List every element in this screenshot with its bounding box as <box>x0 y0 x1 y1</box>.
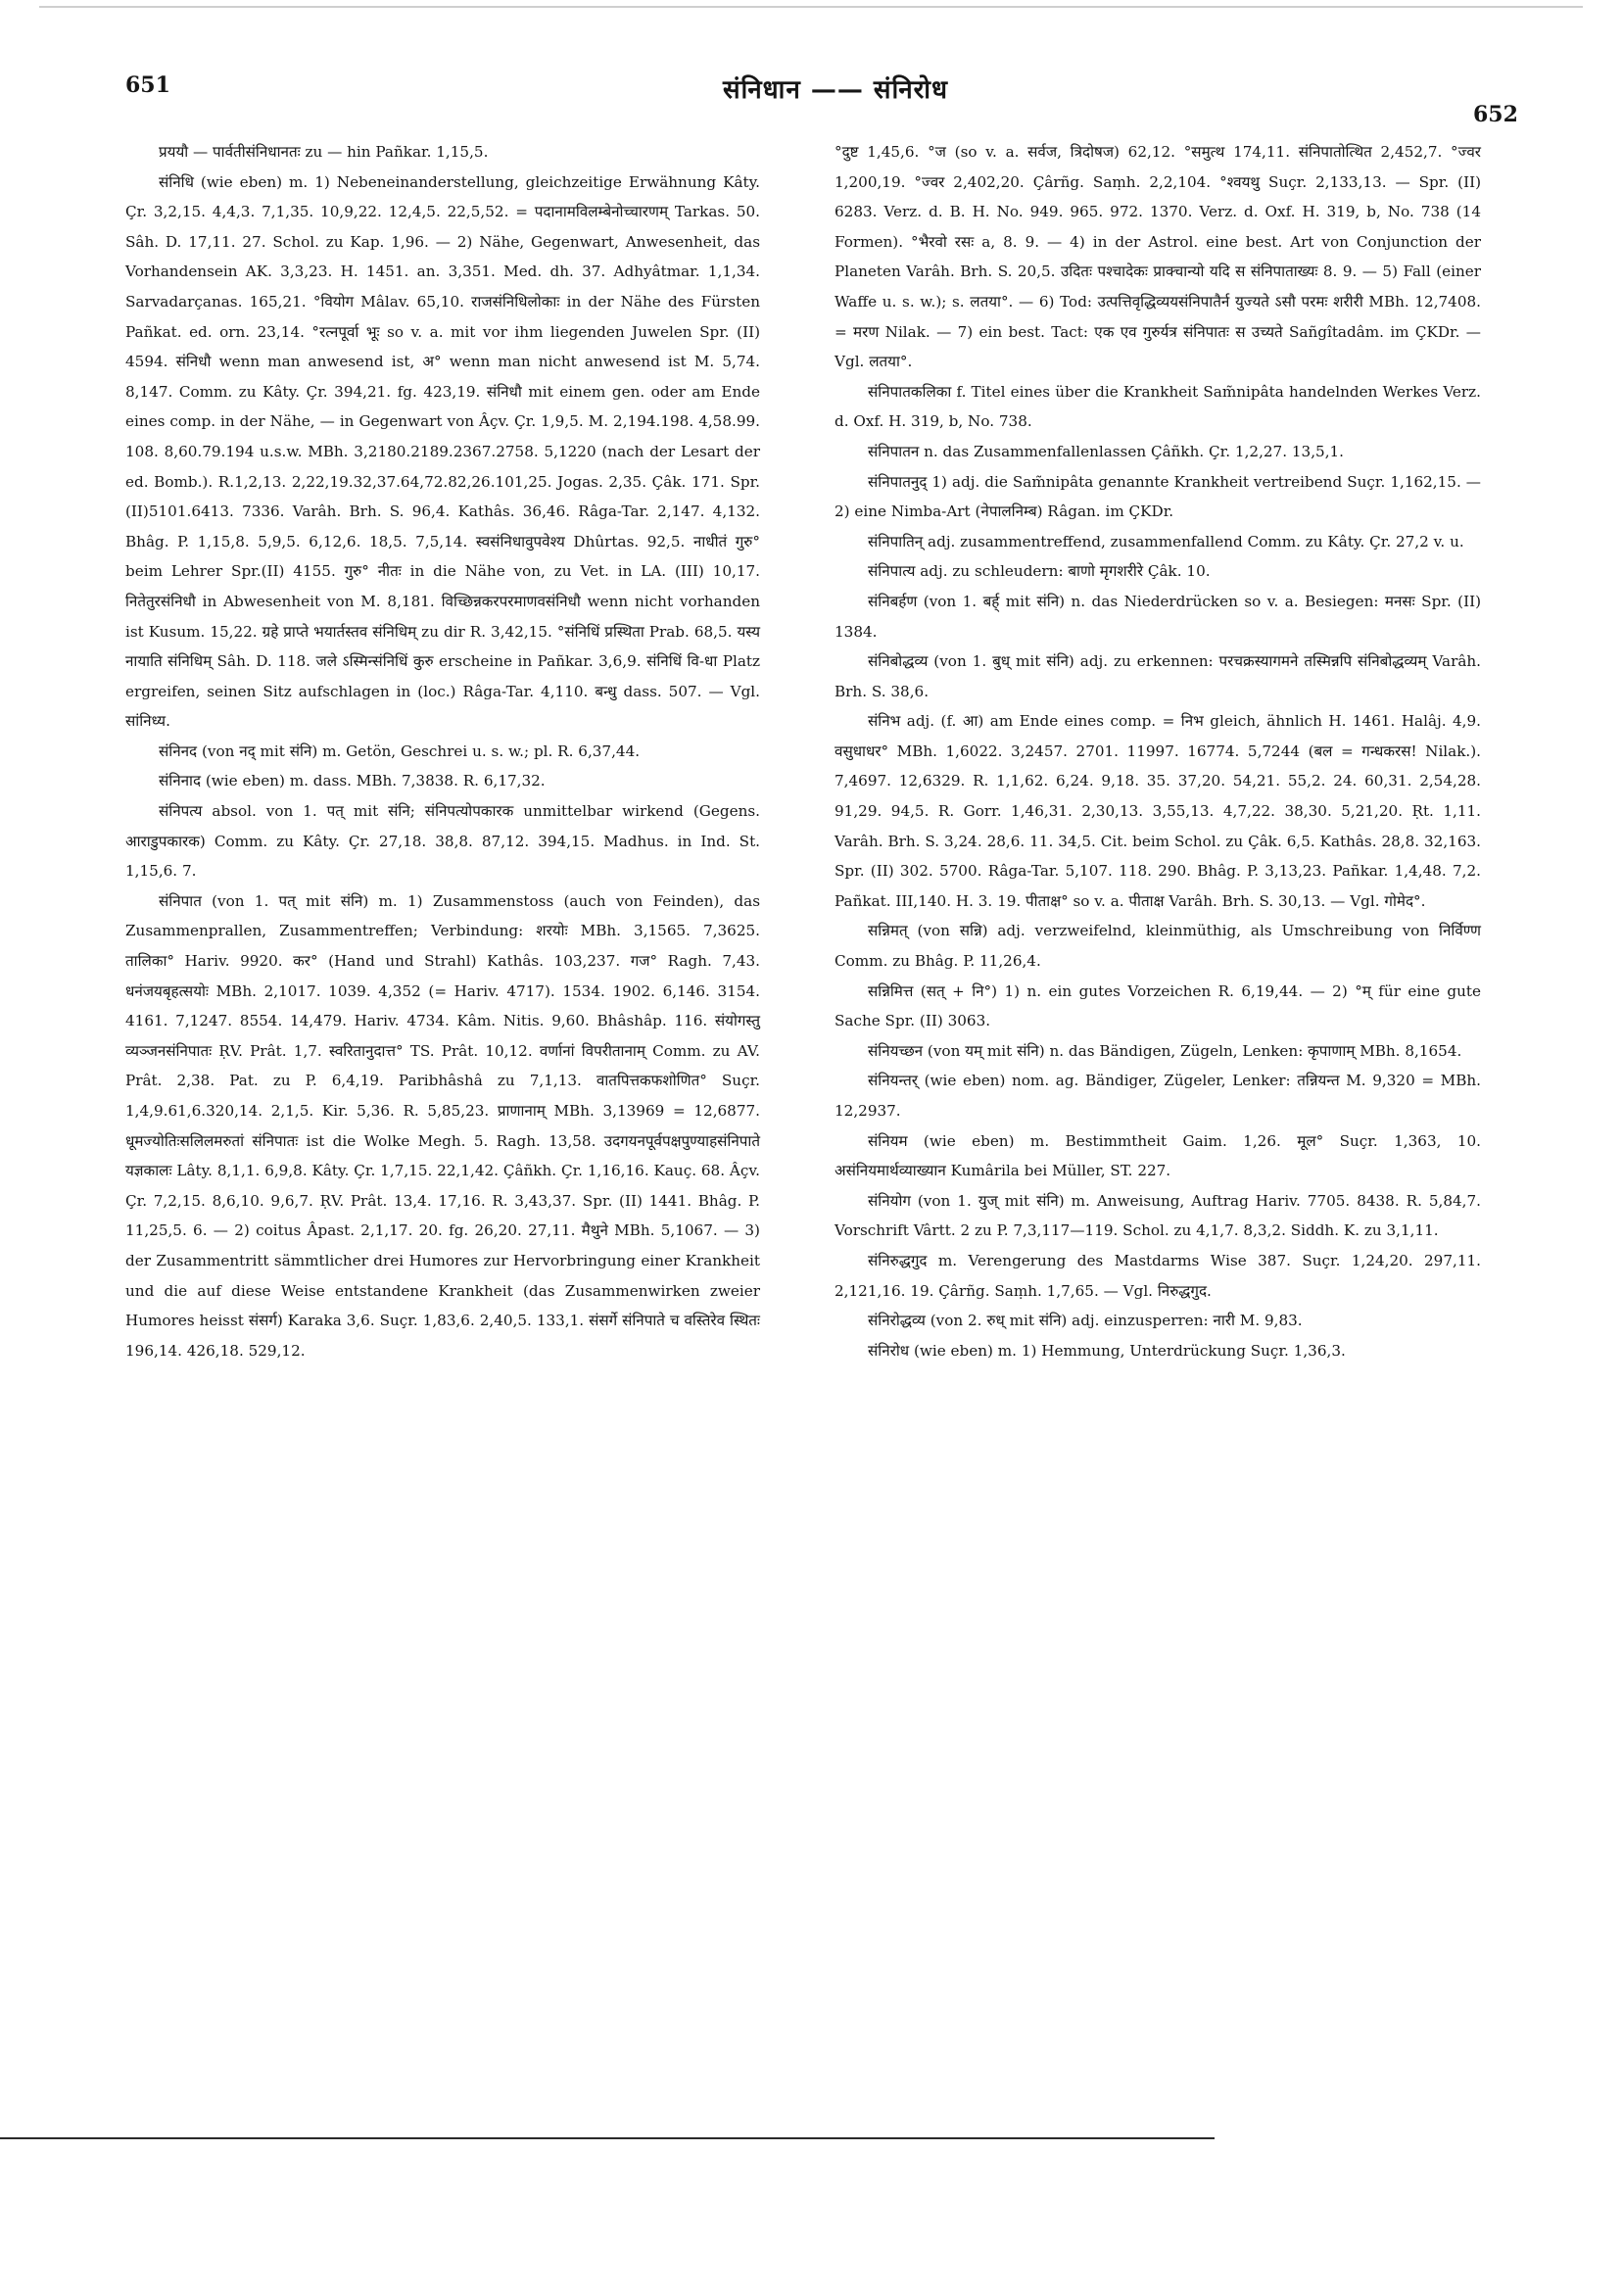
entry-sanniruddhaguda: संनिरुद्धगुद m. Verengerung des Mastdarms Wise 387. Suçr. 1,24,20. 297,11. 2,121,16. 19. Çârñg. Saṃh. 1,7,65. — Vgl. निरुद्धगुद. <box>835 1251 1481 1300</box>
entry-sannipatin: संनिपातिन् adj. zusammentreffend, zusammenfallend Comm. zu Kâty. Çr. 27,2 v. u. <box>868 532 1464 550</box>
entry-sannipatana: संनिपातन n. das Zusammenfallenlassen Çâñkh. Çr. 1,2,27. 13,5,1. <box>868 442 1345 460</box>
entry-sannirodha: संनिरोध (wie eben) m. 1) Hemmung, Unterdrückung Suçr. 1,36,3. <box>868 1341 1346 1360</box>
entry-sannibha: संनिभ adj. (f. आ) am Ende eines comp. = निभ gleich, ähnlich H. 1461. Halâj. 4,9. वसुधाधर° MBh. 1,6022. 3,2457. 2701. 11997. 16774. 5,7244 (बल = गन्धकरस! Nilak.). 7,4697. 12,6329. R. 1,1,62. 6,24. 9,18. 35. 37,20. 54,21. 55,2. 24. 60,31. 2,54,28. 91,29. 94,5. R. Gorr. 1,46,31. 2,30,13. 3,55,13. 4,7,22. 38,30. 5,21,20. Ṛt. 1,11. Varâh. Brh. S. 3,24. 28,6. 11. 34,5. Cit. beim Schol. zu Çâk. 6,5. Kathâs. 28,8. 32,163. Spr. (II) 302. 5700. Râga-Tar. 5,107. 118. 290. Bhâg. P. 3,13,23. Pañkar. 1,4,48. 7,2. Pañkat. III,140. H. 3. 19. पीताक्ष° so v. a. पीताक्ष Varâh. Brh. S. 30,13. — Vgl. गोमेद°. <box>835 712 1481 910</box>
entry-sannipatya: संनिपत्य absol. von 1. पत् mit संनि; संनिपत्योपकारक unmittelbar wirkend (Gegens. आराडुपकारक) Comm. zu Kâty. Çr. 27,18. 38,8. 87,12. 394,15. Madhus. in Ind. St. 1,15,6. 7. <box>125 802 760 881</box>
page-number-right: 652 <box>1473 102 1518 127</box>
entry-sannipatakalika: संनिपातकलिका f. Titel eines über die Krankheit Sam̃nipâta handelnden Werkes Verz. d. Oxf. H. 319, b, No. 738. <box>835 382 1481 431</box>
entry-sannipatya-adj: संनिपात्य adj. zu schleudern: बाणो मृगशरीरे Çâk. 10. <box>868 562 1211 581</box>
entry-sanniyama: संनियम (wie eben) m. Bestimmtheit Gaim. 1,26. मूल° Suçr. 1,363, 10. असंनियमार्थव्याख्यान Kumârila bei Müller, ST. 227. <box>835 1131 1481 1180</box>
entry-sannibod-dhavya: संनिबोद्धव्य (von 1. बुध् mit संनि) adj. zu erkennen: परचक्रस्यागमने तस्मिन्नपि संनिबोद्धव्यम् Varâh. Brh. S. 38,6. <box>835 652 1481 700</box>
entry-continuation: प्रययौ — पार्वतीसंनिधानतः zu — hin Pañkar. 1,15,5. <box>159 143 489 161</box>
right-column <box>835 137 1481 1365</box>
left-column <box>125 137 760 1365</box>
running-head: संनिधान —— संनिरोध <box>722 75 949 105</box>
entry-sannipata: संनिपात (von 1. पत् mit संनि) m. 1) Zusammenstoss (auch von Feinden), das Zusammenprallen, Zusammentreffen; Verbindung: शरयोः MBh. 3,1565. 7,3625. तालिका° Hariv. 9920. कर° (Hand und Strahl) Kathâs. 103,237. गज° Ragh. 7,43. धनंजयबृहत्सयोः MBh. 2,1017. 1039. 4,352 (= Hariv. 4717). 1534. 1902. 6,146. 3154. 4161. 7,1247. 8554. 14,479. Hariv. 4734. Kâm. Nitis. 9,60. Bhâshâp. 116. संयोगस्तु व्यञ्जनसंनिपातः ṚV. Prât. 1,7. स्वरितानुदात्त° TS. Prât. 10,12. वर्णानां विपरीतानाम् Comm. zu AV. Prât. 2,38. Pat. zu P. 6,4,19. Paribhâshâ zu 7,1,13. वातपित्तकफशोणित° Suçr. 1,4,9.61,6.320,14. 2,1,5. Kir. 5,36. R. 5,85,23. प्राणानाम् MBh. 3,13969 = 12,6877. धूमज्योतिःसलिलमरुतां संनिपातः ist die Wolke Megh. 5. Ragh. 13,58. उदगयनपूर्वपक्षपुण्याहसंनिपाते यज्ञकालः Lâty. 8,1,1. 6,9,8. Kâty. Çr. 1,7,15. 22,1,42. Çâñkh. Çr. 1,16,16. Kauç. 68. Âçv. Çr. 7,2,15. 8,6,10. 9,6,7. ṚV. Prât. 13,4. 17,16. R. 3,43,37. Spr. (II) 1441. Bhâg. P. 11,25,5. 6. — 2) coitus Âpast. 2,1,17. 20. fg. 26,20. 27,11. मैथुने MBh. 5,1067. — 3) der Zusammentritt sämmtlicher drei Humores zur Hervorbringung einer Krankheit und die auf diese Weise entstandene Krankheit (das Zusammenwirken zweier Humores heisst संसर्ग) Karaka 3,6. Suçr. 1,83,6. 2,40,5. 133,1. संसर्गे संनिपाते च वस्तिरेव स्थितः 196,14. 426,18. 529,12. <box>125 891 760 1360</box>
entry-sannimitta: सन्निमित्त (सत् + नि°) 1) n. ein gutes Vorzeichen R. 6,19,44. — 2) °म् für eine gute Sache Spr. (II) 3063. <box>835 981 1481 1030</box>
page-number-left: 651 <box>125 72 170 98</box>
scan-top-edge <box>39 6 1583 8</box>
entry-sanniyoga: संनियोग (von 1. युज् mit संनि) m. Anweisung, Auftrag Hariv. 7705. 8438. R. 5,84,7. Vorschrift Vârtt. 2 zu P. 7,3,117—119. Schol. zu 4,1,7. 8,3,2. Siddh. K. zu 3,1,11. <box>835 1191 1481 1240</box>
entry-sanniman: सन्निमत् (von सन्नि) adj. verzweifelnd, kleinmüthig, als Umschreibung von निर्विण्ण Comm. zu Bhâg. P. 11,26,4. <box>835 922 1481 971</box>
entry-sanniyacchana: संनियच्छन (von यम् mit संनि) n. das Bändigen, Zügeln, Lenken: कृपाणाम् MBh. 8,1654. <box>868 1041 1462 1060</box>
entry-sannibarhana: संनिबर्हण (von 1. बर्ह् mit संनि) n. das Niederdrücken so v. a. Besiegen: मनसः Spr. (II) 1384. <box>835 592 1481 641</box>
bottom-rule <box>0 2137 1215 2139</box>
entry-sannirod-dhavya: संनिरोद्धव्य (von 2. रुध् mit संनि) adj. einzusperren: नारी M. 9,83. <box>868 1312 1303 1330</box>
entry-sannipatanud: संनिपातनुद् 1) adj. die Sam̃nipâta genannte Krankheit vertreibend Suçr. 1,162,15. — 2) eine Nimba-Art (नेपालनिम्ब) Râgan. im ÇKDr. <box>835 472 1481 521</box>
entry-sannidhi: संनिधि (wie eben) m. 1) Nebeneinanderstellung, gleichzeitige Erwähnung Kâty. Çr. 3,2,15. 4,4,3. 7,1,35. 10,9,22. 12,4,5. 22,5,52. = पदानामविलम्बेनोच्चारणम् Tarkas. 50. Sâh. D. 17,11. 27. Schol. zu Kap. 1,96. — 2) Nähe, Gegenwart, Anwesenheit, das Vorhandensein AK. 3,3,23. H. 1451. an. 3,351. Med. dh. 37. Adhyâtmar. 1,1,34. Sarvadarçanas. 165,21. °वियोग Mâlav. 65,10. राजसंनिधिलोकाः in der Nähe des Fürsten Pañkat. ed. orn. 23,14. °रत्नपूर्वा भूः so v. a. mit vor ihm liegenden Juwelen Spr. (II) 4594. संनिधौ wenn man anwesend ist, अ° wenn man nicht anwesend ist M. 5,74. 8,147. Comm. zu Kâty. Çr. 394,21. fg. 423,19. संनिधौ mit einem gen. oder am Ende eines comp. in der Nähe, — in Gegenwart von Âçv. Çr. 1,9,5. M. 2,194.198. 4,58.99. 108. 8,60.79.194 u.s.w. MBh. 3,2180.2189.2367.2758. 5,1220 (nach der Lesart der ed. Bomb.). R.1,2,13. 2,22,19.32,37.64,72.82,26.101,25. Jogas. 2,35. Çâk. 171. Spr.(II)5101.6413. 7336. Varâh. Brh. S. 96,4. Kathâs. 36,46. Râga-Tar. 2,147. 4,132. Bhâg. P. 1,15,8. 5,9,5. 6,12,6. 18,5. 7,5,14. स्वसंनिधावुपवेश्य Dhûrtas. 92,5. नाधीतं गुरु° beim Lehrer Spr.(II) 4155. गुरु° नीतः in die Nähe von, zu Vet. in LA. (III) 10,17. नितेतुरसंनिधौ in Abwesenheit von M. 8,181. विच्छिन्नकरपरमाणवसंनिधौ wenn nicht vorhanden ist Kusum. 15,22. ग्रहे प्राप्ते भयार्तस्तव संनिधिम् zu dir R. 3,42,15. °संनिधिं प्रस्थिता Prab. 68,5. यस्य नायाति संनिधिम् Sâh. D. 118. जले ऽस्मिन्संनिधिं कुरु erscheine in Pañkar. 3,6,9. संनिधिं वि-धा Platz ergreifen, seinen Sitz aufschlagen in (loc.) Râga-Tar. 4,110. बन्धु dass. 507. — Vgl. सांनिध्य. <box>125 172 760 731</box>
entry-sanninada-2: संनिनाद (wie eben) m. dass. MBh. 7,3838. R. 6,17,32. <box>159 772 546 790</box>
entry-sannipata-continued: °दुष्ट 1,45,6. °ज (so v. a. सर्वज, त्रिदोषज) 62,12. °समुत्थ 174,11. संनिपातोत्थित 2,452,7. °ज्वर 1,200,19. °ज्वर 2,402,20. Çârñg. Saṃh. 2,2,104. °श्वयथु Suçr. 2,133,13. — Spr. (II) 6283. Verz. d. B. H. No. 949. 965. 972. 1370. Verz. d. Oxf. H. 319, b, No. 738 (14 Formen). °भैरवो रसः a, 8. 9. — 4) in der Astrol. eine best. Art von Conjunction der Planeten Varâh. Brh. S. 20,5. उदितः पश्चादेकः प्राक्चान्यो यदि स संनिपाताख्यः 8. 9. — 5) Fall (einer Waffe u. s. w.); s. लतया°. — 6) Tod: उत्पत्तिवृद्धिव्ययसंनिपातैर्न युज्यते ऽसौ परमः शरीरी MBh. 12,7408. = मरण Nilak. — 7) ein best. Tact: एक एव गुरुर्यत्र संनिपातः स उच्यते Sañgîtadâm. im ÇKDr. — Vgl. लतया°. <box>835 143 1481 371</box>
entry-sanniyantar: संनियन्तर् (wie eben) nom. ag. Bändiger, Zügeler, Lenker: तन्नियन्त M. 9,320 = MBh. 12,2937. <box>835 1072 1481 1120</box>
entry-sanninada: संनिनद (von नद् mit संनि) m. Getön, Geschrei u. s. w.; pl. R. 6,37,44. <box>159 741 641 760</box>
